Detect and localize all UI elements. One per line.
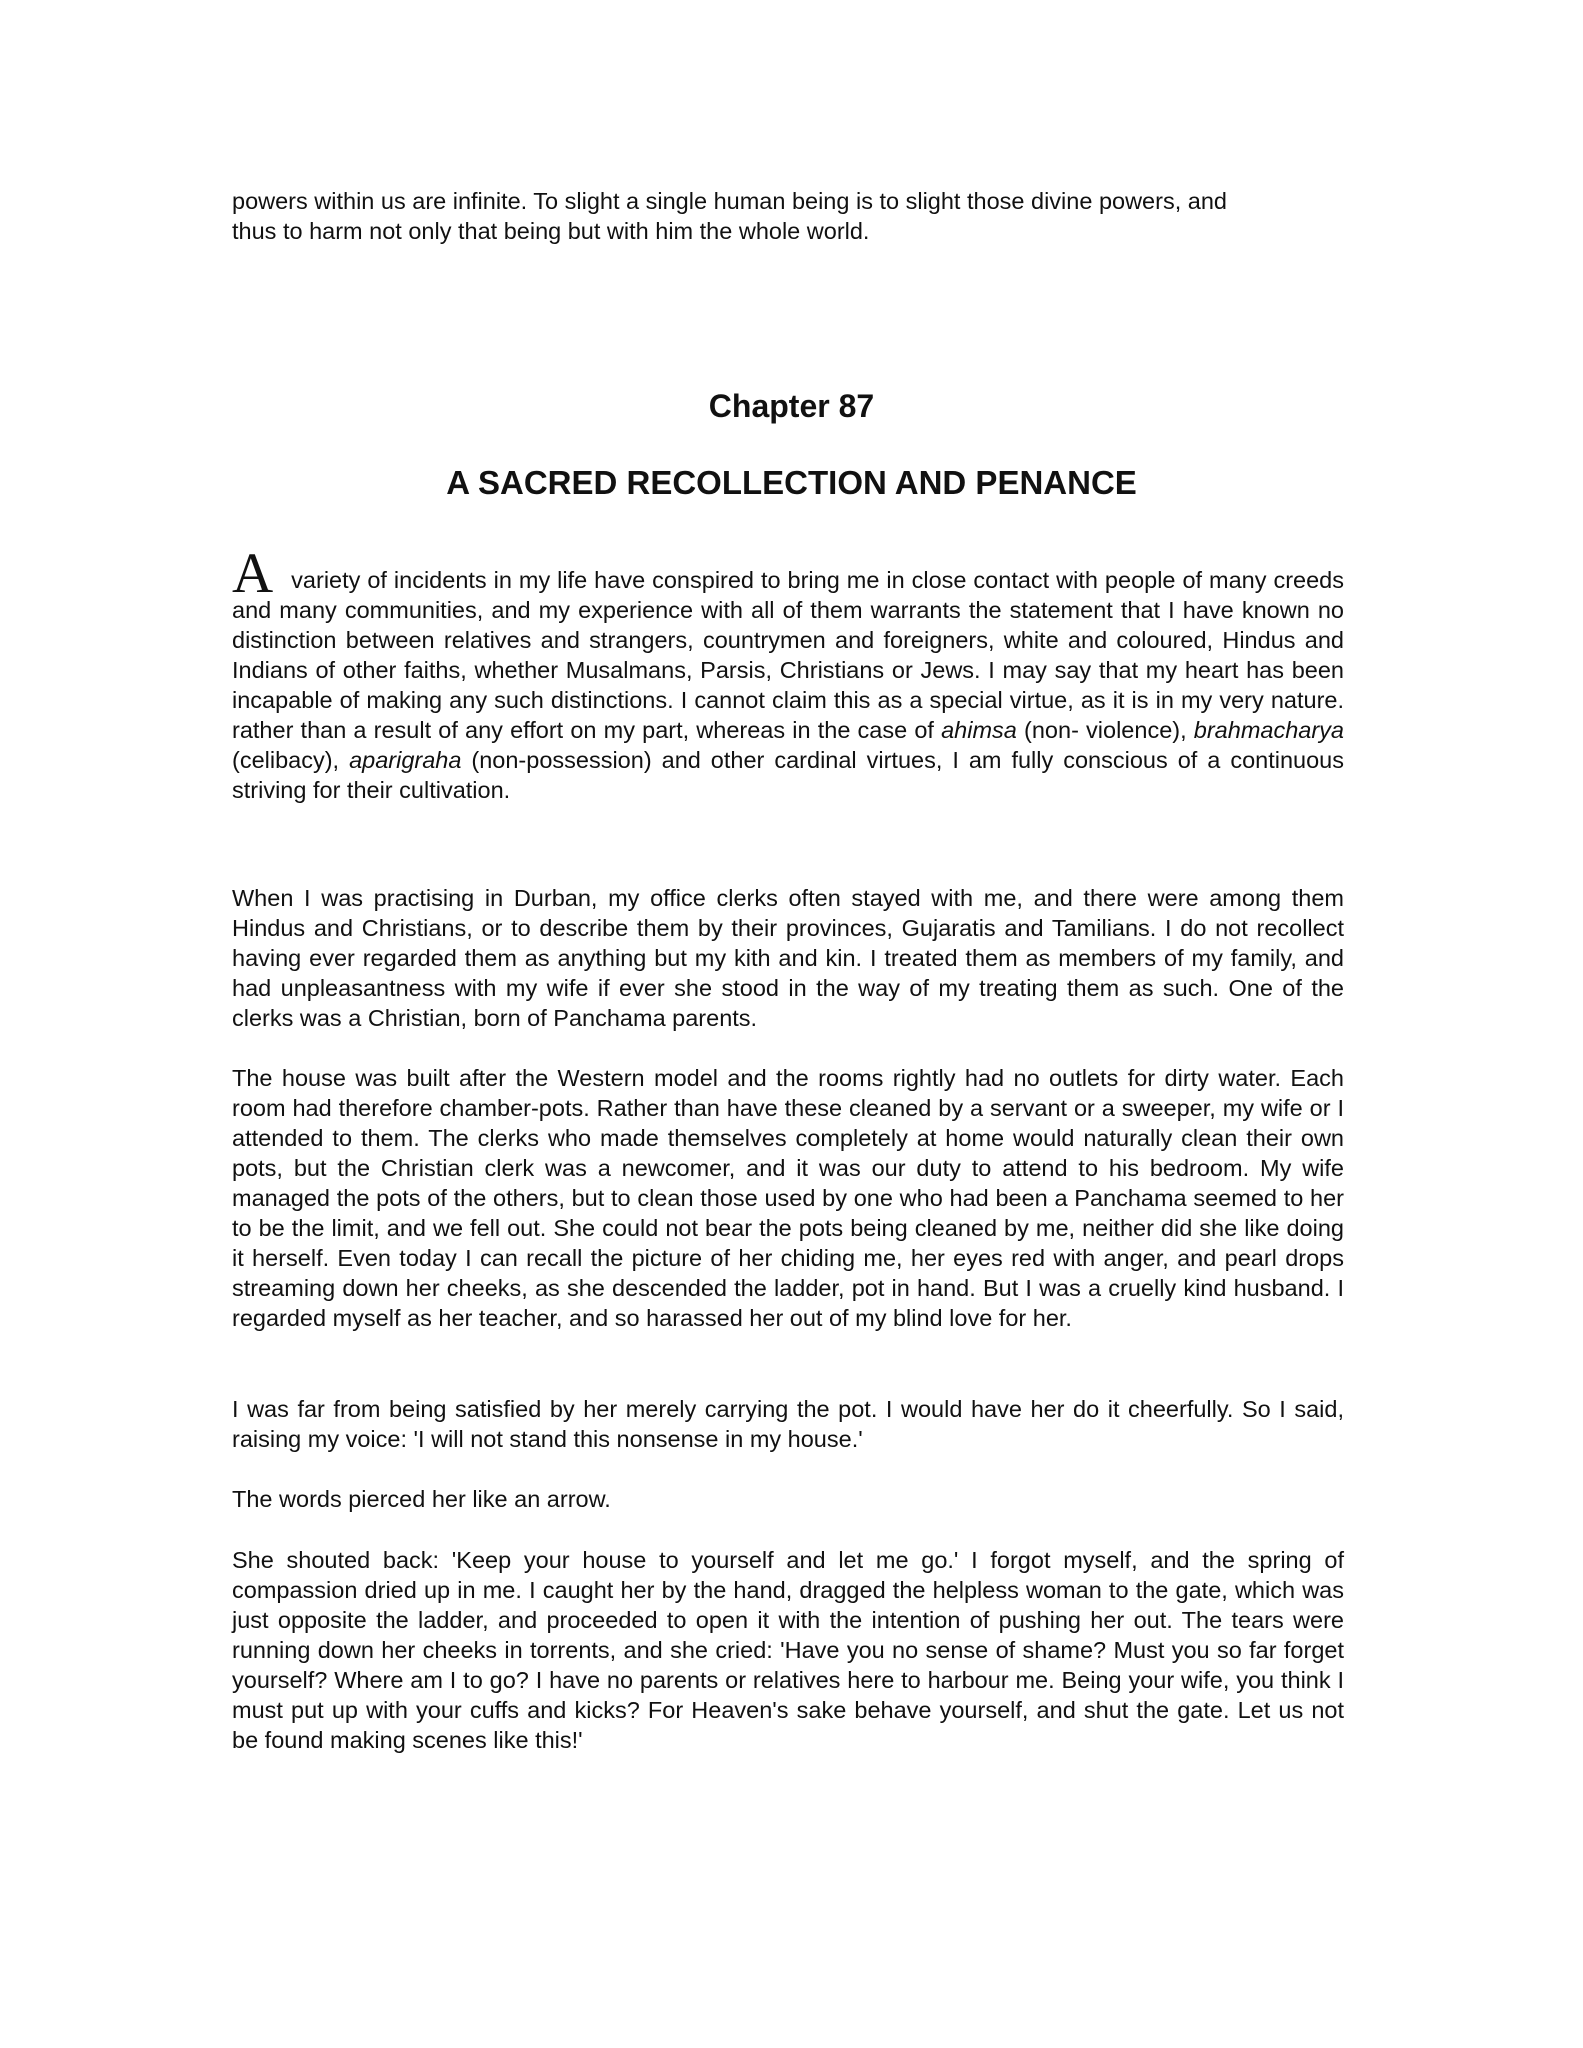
paragraph-1-text-c: (celibacy),	[232, 747, 350, 773]
paragraph-6: She shouted back: 'Keep your house to yourself and let me go.' I forgot myself, and the spring of compassion dried up in me. I caught her by the hand, dragged the helpless woman to the gate, which was just opposite the ladder, and proceeded to open it with the intention of pushing her out. The tears were running down her cheeks in torrents, and she cried: 'Have you no sense of shame? Must you so far forget yourself? Where am I to go? I have no parents or relatives here to harbour me. Being your wife, you think I must put up with your cuffs and kicks? For Heaven's sake behave yourself, and shut the gate. Let us not be found making scenes like this!'	[232, 1547, 1344, 1753]
intro-line-2: thus to harm not only that being but with him the whole world.	[232, 218, 870, 244]
paragraph-1-text-b: (non- violence),	[1016, 717, 1194, 743]
intro-line-1: powers within us are infinite. To slight a single human being is to slight those divine powers, and	[232, 188, 1227, 214]
term-ahimsa: ahimsa	[941, 717, 1017, 743]
chapter-number: Chapter 87	[708, 388, 875, 424]
term-aparigraha: aparigraha	[349, 747, 462, 773]
chapter-title: A SACRED RECOLLECTION AND PENANCE	[446, 464, 1137, 501]
term-brahmacharya: brahmacharya	[1193, 717, 1344, 743]
intro-paragraph	[232, 186, 1344, 246]
paragraph-3: The house was built after the Western model and the rooms rightly had no outlets for dirty water. Each room had therefore chamber-pots. Rather than have these cleaned by a servant or a sweeper, my wife or I attended to them. The clerks who made themselves completely at home would naturally clean their own pots, but the Christian clerk was a newcomer, and it was our duty to attend to his bedroom. My wife managed the pots of the others, but to clean those used by one who had been a Panchama seemed to her to be the limit, and we fell out. She could not bear the pots being cleaned by me, neither did she like doing it herself. Even today I can recall the picture of her chiding me, her eyes red with anger, and pearl drops streaming down her cheeks, as she descended the ladder, pot in hand. But I was a cruelly kind husband. I regarded myself as her teacher, and so harassed her out of my blind love for her.	[232, 1065, 1344, 1331]
paragraph-2: When I was practising in Durban, my office clerks often stayed with me, and there were among them Hindus and Christians, or to describe them by their provinces, Gujaratis and Tamilians. I do not recollect having ever regarded them as anything but my kith and kin. I treated them as members of my family, and had unpleasantness with my wife if ever she stood in the way of my treating them as such. One of the clerks was a Christian, born of Panchama parents.	[232, 885, 1344, 1031]
paragraph-4: I was far from being satisfied by her merely carrying the pot. I would have her do it cheerfully. So I said, raising my voice: 'I will not stand this nonsense in my house.'	[232, 1396, 1344, 1452]
paragraph-5: The words pierced her like an arrow.	[232, 1486, 611, 1512]
drop-cap: A	[232, 542, 274, 605]
paragraph-1	[232, 542, 1344, 805]
paragraph-1-text-d: (non-possession) and other cardinal virtues, I am fully conscious of a continuous striving for their cultivation.	[232, 747, 1344, 803]
paragraph-1-text-a: variety of incidents in my life have conspired to bring me in close contact with people of many creeds and many communities, and my experience with all of them warrants the statement that I have known no distinction between relatives and strangers, countrymen and foreigners, white and coloured, Hindus and Indians of other faiths, whether Musalmans, Parsis, Christians or Jews. I may say that my heart has been incapable of making any such distinctions. I cannot claim this as a special virtue, as it is in my very nature. rather than a result of any effort on my part, whereas in the case of	[232, 567, 1344, 743]
